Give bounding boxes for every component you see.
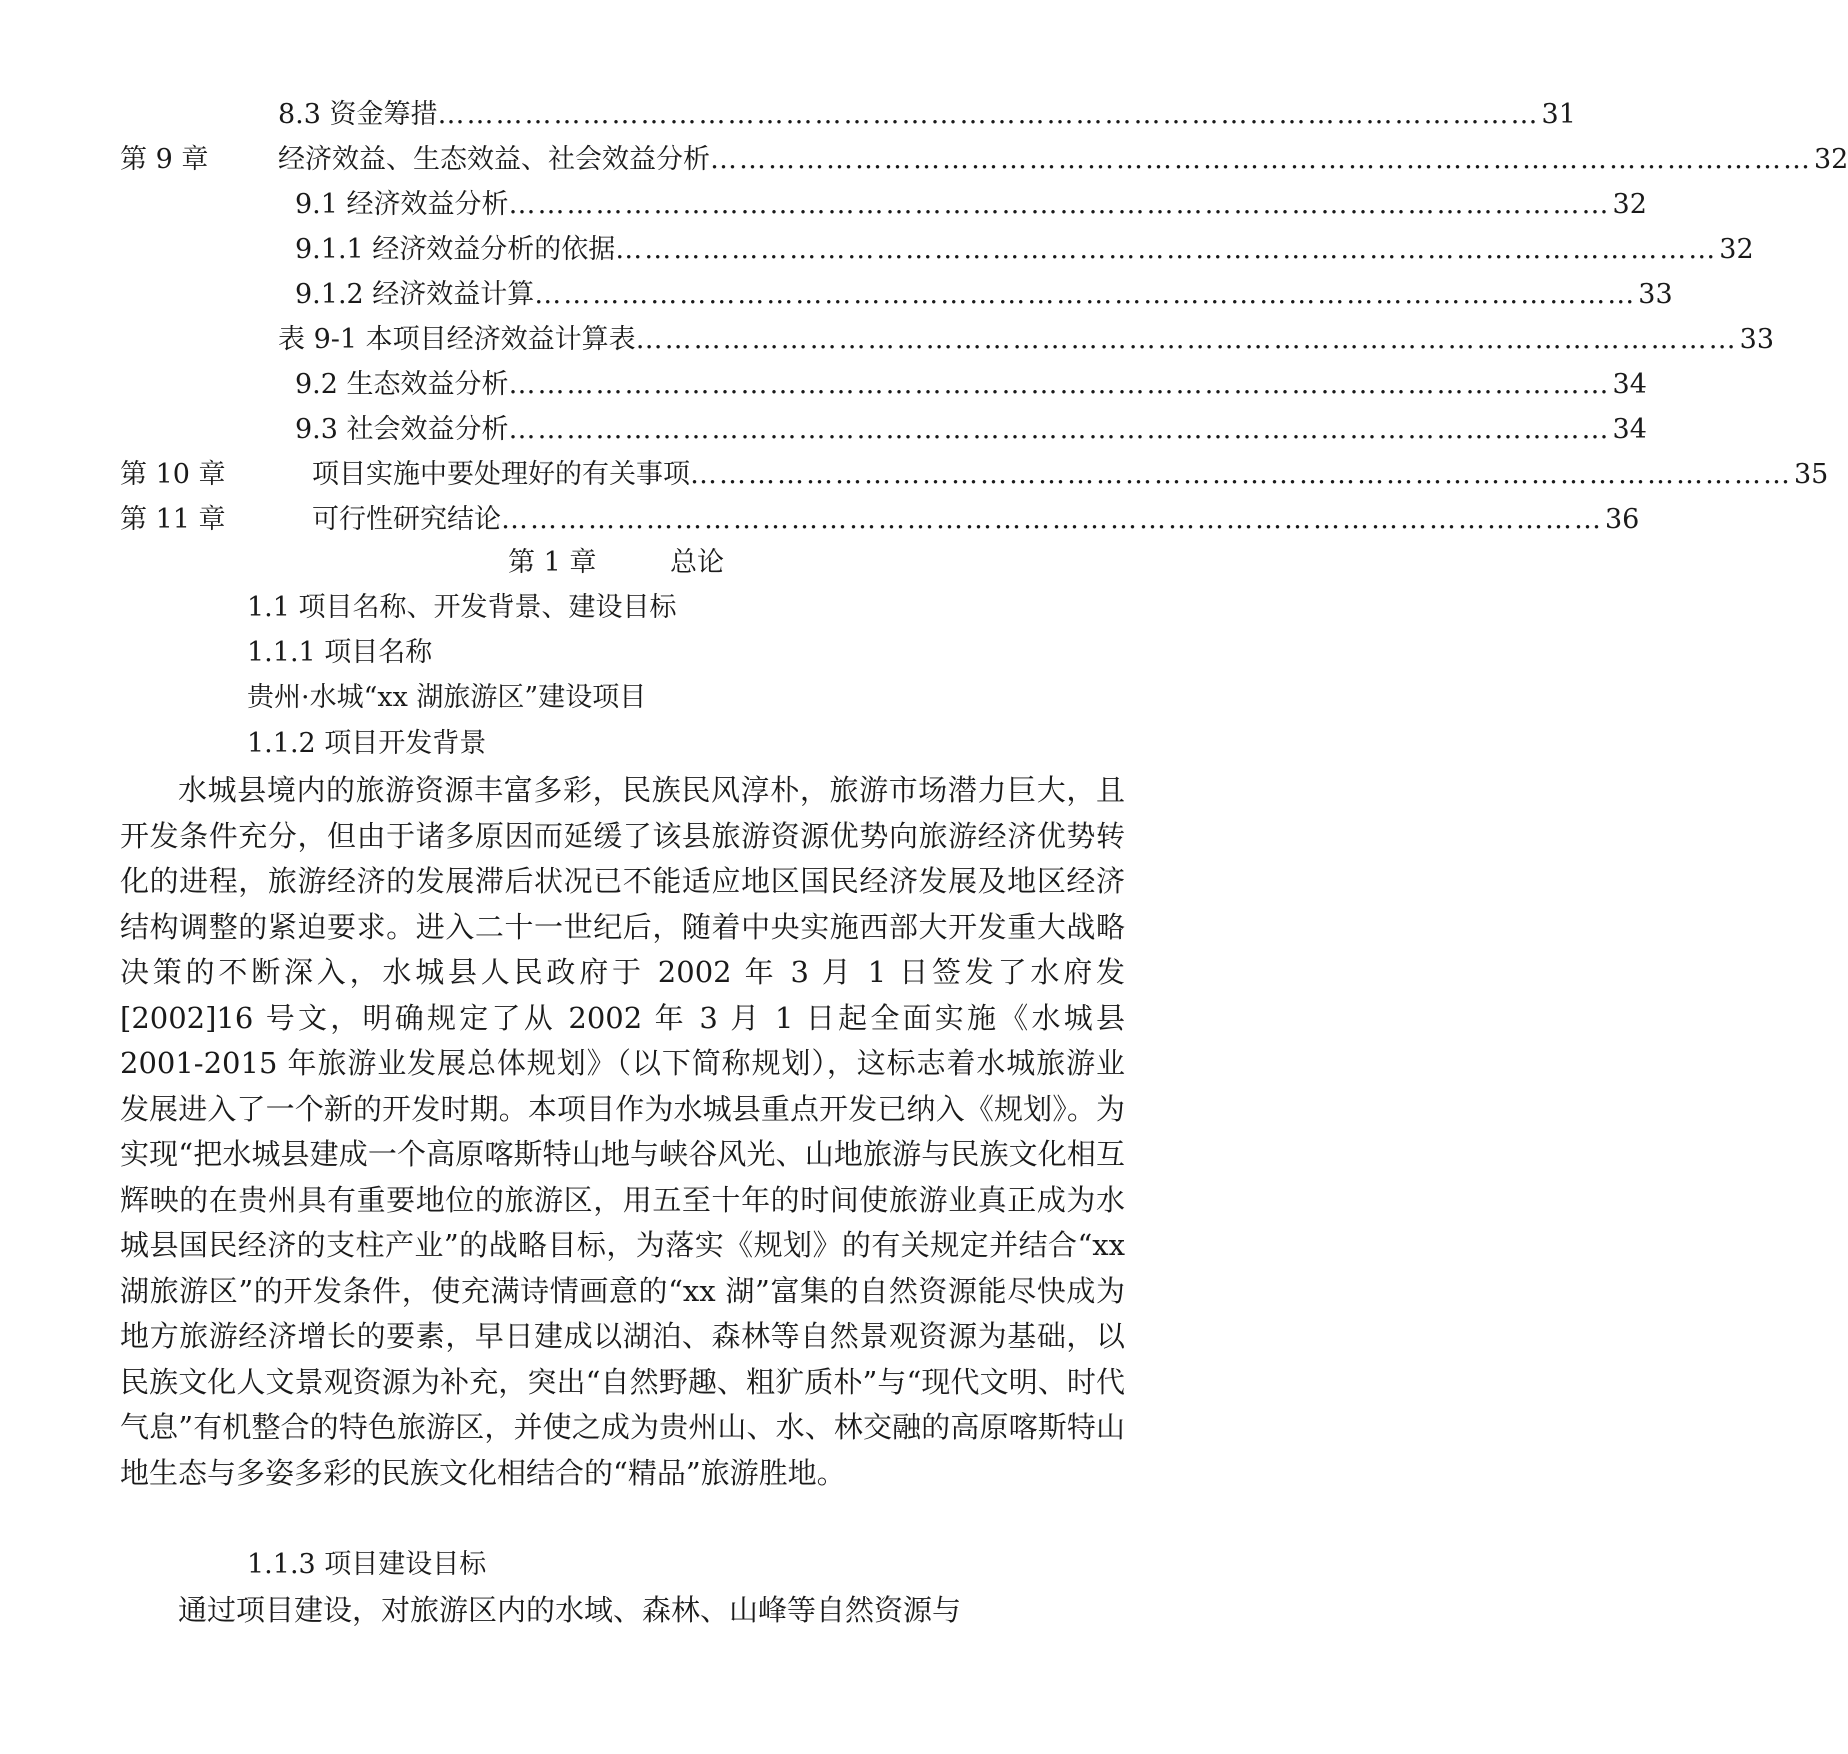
toc-entry-page: 33: [1739, 324, 1775, 355]
toc-entry: [295, 185, 1647, 225]
toc-chapter-label: 第 11 章: [120, 504, 226, 535]
toc-entry-page: 34: [1612, 414, 1647, 445]
toc-entry-title: 经济效益、生态效益、社会效益分析: [278, 144, 710, 175]
toc-entry-page: 35: [1794, 459, 1829, 490]
subsection-heading: 1.1.2 项目开发背景: [247, 728, 487, 759]
toc-entry-page: 32: [1719, 234, 1754, 265]
toc-entry: [278, 140, 1848, 180]
toc-entry-title: 项目实施中要处理好的有关事项: [312, 459, 690, 490]
toc-entry-page: 32: [1612, 189, 1647, 220]
goal-paragraph: 通过项目建设，对旅游区内的水域、森林、山峰等自然资源与: [178, 1593, 962, 1627]
toc-entry-title: 9.1.2 经济效益计算: [295, 279, 535, 310]
toc-entry-page: 33: [1638, 279, 1673, 310]
toc-entry-page: 31: [1541, 99, 1576, 130]
toc-entry-page: 34: [1612, 369, 1647, 400]
toc-entry-title: 9.3 社会效益分析: [295, 414, 509, 445]
section-heading: 1.1 项目名称、开发背景、建设目标: [247, 592, 677, 623]
toc-entry-title: 9.1.1 经济效益分析的依据: [295, 234, 616, 265]
toc-leader: ……………………………………………………………………………………………………: [508, 414, 1611, 445]
toc-entry: [278, 95, 1576, 135]
toc-entry: [312, 500, 1640, 540]
toc-entry: [312, 455, 1829, 495]
toc-entry-title: 表 9-1 本项目经济效益计算表: [278, 324, 636, 355]
project-name: 贵州·水城“xx 湖旅游区”建设项目: [247, 682, 647, 713]
toc-entry: [295, 410, 1647, 450]
toc-entry: [278, 320, 1775, 360]
toc-entry-title: 可行性研究结论: [312, 504, 501, 535]
toc-entry: [295, 275, 1673, 315]
toc-entry-title: 9.1 经济效益分析: [295, 189, 509, 220]
subsection-heading: 1.1.1 项目名称: [247, 637, 433, 668]
chapter-number: 第 1 章: [508, 547, 597, 578]
toc-entry-page: 36: [1605, 504, 1640, 535]
toc-leader: ……………………………………………………………………………………………………: [710, 144, 1812, 175]
toc-entry-title: 8.3 资金筹措: [278, 99, 438, 130]
toc-leader: ……………………………………………………………………………………………………: [690, 459, 1792, 490]
toc-entry-page: 32: [1814, 144, 1848, 175]
toc-leader: ……………………………………………………………………………………………………: [534, 279, 1637, 310]
toc-leader: ……………………………………………………………………………………………………: [508, 189, 1611, 220]
toc-leader: ……………………………………………………………………………………………………: [635, 324, 1738, 355]
toc-entry: [295, 365, 1647, 405]
chapter-title: 总论: [670, 547, 724, 578]
toc-leader: ……………………………………………………………………………………………………: [615, 234, 1718, 265]
toc-chapter-label: 第 9 章: [120, 144, 209, 175]
toc-chapter-label: 第 10 章: [120, 459, 226, 490]
toc-leader: ……………………………………………………………………………………………………: [437, 99, 1540, 130]
toc-entry: [295, 230, 1754, 270]
toc-leader: ……………………………………………………………………………………………………: [508, 369, 1611, 400]
toc-leader: ……………………………………………………………………………………………………: [501, 504, 1603, 535]
subsection-heading: 1.1.3 项目建设目标: [247, 1549, 487, 1580]
toc-entry-title: 9.2 生态效益分析: [295, 369, 509, 400]
background-paragraph: 水城县境内的旅游资源丰富多彩，民族民风淳朴，旅游市场潜力巨大，且开发条件充分，但由于诸多原因而延缓了该县旅游资源优势向旅游经济优势转化的进程，旅游经济的发展滞后状况已不能适应地区国民经济发展及地区经济结构调整的紧迫要求。进入二十一世纪后，随着中央实施西部大开发重大战略决策的不断深入，水城县人民政府于 2002 年 3 月 1 日签发了水府发[2002]16 号文，明确规定了从 2002 年 3 月 1 日起全面实施《水城县 2001-2015 年旅游业发展总体规划》（以下简称规划），这标志着水城旅游业发展进入了一个新的开发时期。本项目作为水城县重点开发已纳入《规划》。为实现“把水城县建成一个高原喀斯特山地与峡谷风光、山地旅游与民族文化相互辉映的在贵州具有重要地位的旅游区，用五至十年的时间使旅游业真正成为水城县国民经济的支柱产业”的战略目标，为落实《规划》的有关规定并结合“xx 湖旅游区”的开发条件，使充满诗情画意的“xx 湖”富集的自然资源能尽快成为地方旅游经济增长的要素，早日建成以湖泊、森林等自然景观资源为基础，以民族文化人文景观资源为补充，突出“自然野趣、粗犷质朴”与“现代文明、时代气息”有机整合的特色旅游区，并使之成为贵州山、水、林交融的高原喀斯特山地生态与多姿多彩的民族文化相结合的“精品”旅游胜地。: [120, 773, 1125, 1490]
